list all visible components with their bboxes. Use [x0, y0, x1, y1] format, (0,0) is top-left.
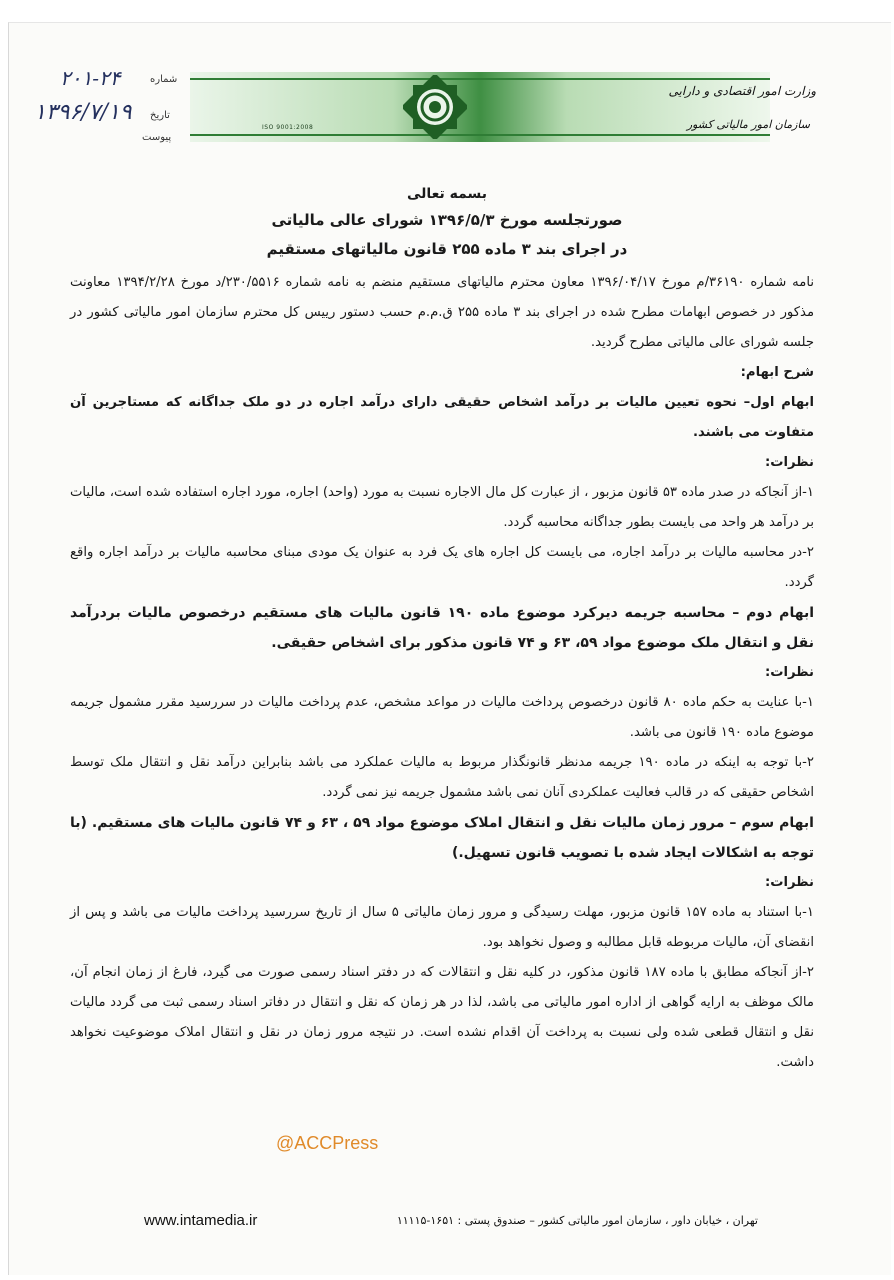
ministry-name: وزارت امور اقتصادی و دارایی	[668, 84, 816, 98]
attachment-label: پیوست	[142, 132, 172, 143]
organization-name: سازمان امور مالیاتی کشور	[686, 118, 810, 131]
views-heading-1: نظرات:	[764, 455, 814, 470]
footer-url: www.intamedia.ir	[144, 1212, 258, 1229]
invocation-heading: بسمه تعالی	[406, 186, 488, 202]
letterhead-banner	[190, 72, 770, 142]
iso-label: ISO 9001:2008	[262, 124, 314, 131]
ambiguity-2-view-2: ۲-با توجه به اینکه در ماده ۱۹۰ جریمه مدنظر قانونگذار مربوط به مالیات عملکرد می باشد بنابراین درآمد نقل و انتقال ملک توسط اشخاص حقیقی که در قالب فعالیت عملکردی آنان نمی باشد مشمول جریمه نیز نمی گردد.	[70, 755, 814, 800]
minutes-title: صورتجلسه مورخ ۱۳۹۶/۵/۳ شورای عالی مالیاتی	[271, 211, 623, 229]
intro-paragraph: نامه شماره ۳۶۱۹۰/م مورخ ۱۳۹۶/۰۴/۱۷ معاون محترم مالیاتهای مستقیم منضم به نامه شماره ۲۳۰/۵۵۱۶/د مورخ ۱۳۹۴/۲/۲۸ معاونت مذکور در خصوص ابهامات مطرح شده در اجرای بند ۳ ماده ۲۵۵ ق.م.م حسب دستور رییس کل محترم سازمان امور مالیاتی کشور در جلسه شورای عالی مالیاتی مطرح گردید.	[70, 275, 815, 350]
document-body	[70, 268, 814, 1078]
watermark: @ACCPress	[276, 1133, 379, 1153]
ambiguity-3: ابهام سوم – مرور زمان مالیات نقل و انتقال املاک موضوع مواد ۵۹ ، ۶۳ و ۷۴ قانون مالیات های مستقیم. (با توجه به اشکالات ایجاد شده با تصویب قانون تسهیل.)	[70, 815, 814, 861]
letter-number-label: شماره	[150, 74, 178, 85]
letter-date-label: تاریخ	[150, 110, 170, 121]
views-heading-3: نظرات:	[764, 875, 814, 890]
ambiguity-1: ابهام اول– نحوه تعیین مالیات بر درآمد اشخاص حقیقی دارای درآمد اجاره در دو ملک جداگانه که مستاجرین آن متفاوت می باشند.	[70, 395, 814, 440]
ambiguity-1-view-2: ۲-در محاسبه مالیات بر درآمد اجاره، می بایست کل اجاره های یک فرد به عنوان یک مودی مبنای محاسبه مالیات بر درآمد اجاره واقع گردد.	[70, 545, 814, 590]
tax-organization-emblem-icon	[400, 72, 470, 142]
views-heading-2: نظرات:	[764, 665, 814, 680]
ambiguity-3-view-2: ۲-از آنجاکه مطابق با ماده ۱۸۷ قانون مذکور، در کلیه نقل و انتقالات که در دفتر اسناد رسمی صورت می گیرد، فارغ از زمان انجام آن، مالک موظف به ارایه گواهی از اداره امور مالیاتی می باشد، لذا در هر زمان که نقل و انتقال در دفاتر اسناد رسمی ثبت می گردد مالیات نقل و انتقال قطعی شده ولی نسبت به پرداخت آن اقدام نشده است. در نتیجه مرور زمان در نقل و انتقال املاک موضوعیت نخواهد داشت.	[70, 965, 814, 1070]
minutes-subtitle: در اجرای بند ۳ ماده ۲۵۵ قانون مالیاتهای مستقیم	[266, 240, 628, 258]
ambiguity-1-view-1: ۱-از آنجاکه در صدر ماده ۵۳ قانون مزبور ، از عبارت کل مال الاجاره نسبت به مورد (واحد) اجاره، مورد اجاره استفاده شده است، مالیات بر درآمد هر واحد می بایست بطور جداگانه محاسبه گردد.	[70, 485, 814, 530]
ambiguity-3-view-1: ۱-با استناد به ماده ۱۵۷ قانون مزبور، مهلت رسیدگی و مرور زمان مالیاتی ۵ سال از تاریخ سررسید پرداخت مالیات می باشد و پس از انقضای آن، مالیات مربوطه قابل مطالبه و وصول نخواهد بود.	[70, 905, 814, 950]
letter-date: ۱۳۹۶/۷/۱۹	[34, 100, 132, 125]
explain-heading: شرح ابهام:	[740, 365, 814, 380]
letter-number: ۲۰۱-۲۴	[60, 66, 121, 90]
footer-address: تهران ، خیابان داور ، سازمان امور مالیاتی کشور – صندوق پستی : ۱۶۵۱-۱۱۱۱۵	[396, 1214, 758, 1227]
ambiguity-2: ابهام دوم – محاسبه جریمه دیرکرد موضوع ماده ۱۹۰ قانون مالیات های مستقیم درخصوص مالیات بردرآمد نقل و انتقال ملک موضوع مواد ۵۹، ۶۳ و ۷۴ قانون مذکور برای اشخاص حقیقی.	[70, 605, 814, 651]
ambiguity-2-view-1: ۱-با عنایت به حکم ماده ۸۰ قانون درخصوص پرداخت مالیات در مواعد مشخص، عدم پرداخت مالیات در سررسید مقرر مشمول جریمه موضوع ماده ۱۹۰ قانون می باشد.	[70, 695, 814, 740]
